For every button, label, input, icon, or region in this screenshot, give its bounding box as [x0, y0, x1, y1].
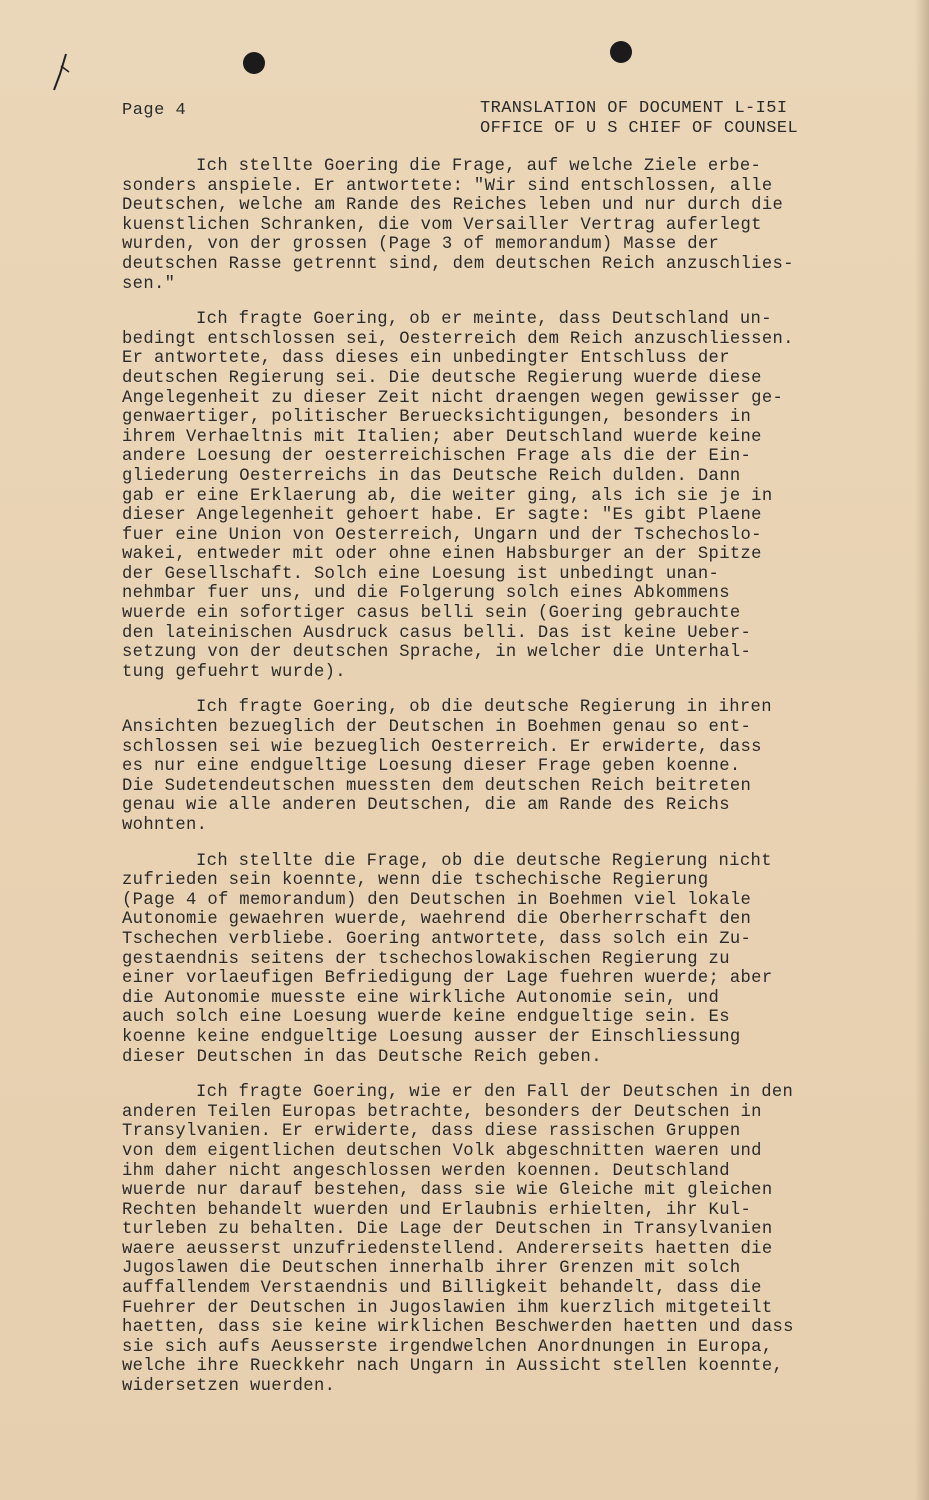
text-line: widersetzen wuerden. [122, 1377, 336, 1397]
text-line: wurden, von der grossen (Page 3 of memorandum) Masse der [122, 235, 720, 255]
text-line: genwaertiger, politischer Beruecksichtigungen, besonders in [122, 408, 752, 428]
paragraph-4 [122, 852, 857, 1068]
punch-hole-left [243, 52, 265, 74]
text-line: zufrieden sein koennte, wenn die tschechische Regierung [122, 871, 709, 891]
page-number: Page 4 [122, 101, 187, 120]
text-line: gab er eine Erklaerung ab, die weiter ging, als ich sie je in [122, 486, 773, 506]
text-line: sie sich aufs Aeusserste irgendwelchen Anordnungen in Europa, [122, 1337, 773, 1357]
text-line: Er antwortete, dass dieses ein unbedingter Entschluss der [122, 349, 730, 369]
text-line: dieser Angelegenheit gehoert habe. Er sagte: "Es gibt Plaene [122, 506, 762, 526]
text-line: wuerde nur darauf bestehen, dass sie wie Gleiche mit gleichen [122, 1181, 773, 1201]
text-line: Angelegenheit zu dieser Zeit nicht draengen wegen gewisser ge- [122, 388, 784, 408]
text-line: Deutschen, welche am Rande des Reiches leben und nur durch die [122, 196, 784, 216]
text-line: dieser Deutschen in das Deutsche Reich geben. [122, 1047, 602, 1067]
text-line: welche ihre Rueckkehr nach Ungarn in Aussicht stellen koennte, [122, 1357, 784, 1377]
text-line: Ich fragte Goering, ob die deutsche Regierung in ihren [196, 698, 772, 718]
text-line: anderen Teilen Europas betrachte, besonders der Deutschen in [122, 1102, 762, 1122]
text-line: koenne keine endgueltige Loesung ausser der Einschliessung [122, 1027, 741, 1047]
document-title-line2: OFFICE OF U S CHIEF OF COUNSEL [480, 119, 799, 138]
text-line: wakei, entweder mit oder ohne einen Habsburger an der Spitze [122, 545, 762, 565]
text-line: auch solch eine Loesung wuerde keine endgueltige sein. Es [122, 1008, 730, 1028]
text-line: wuerde ein sofortiger casus belli sein (Goering gebrauchte [122, 604, 741, 624]
text-line: fuer eine Union von Oesterreich, Ungarn und der Tschechoslo- [122, 525, 762, 545]
text-line: nehmbar fuer uns, und die Folgerung solch eines Abkommens [122, 584, 730, 604]
text-line: Ich stellte Goering die Frage, auf welche Ziele erbe- [196, 157, 762, 176]
text-line: ihrem Verhaeltnis mit Italien; aber Deutschland wuerde keine [122, 427, 762, 447]
text-line: bedingt entschlossen sei, Oesterreich dem Reich anzuschliessen. [122, 329, 794, 349]
paragraph-3 [122, 698, 857, 835]
text-line: Ich fragte Goering, wie er den Fall der Deutschen in den [196, 1083, 794, 1103]
text-line: wohnten. [122, 816, 208, 835]
page-edge-shadow [915, 0, 929, 1500]
text-line: (Page 4 of memorandum) den Deutschen in Boehmen viel lokale [122, 890, 752, 910]
text-line: es nur eine endgueltige Loesung dieser Frage geben koenne. [122, 757, 741, 777]
text-line: Ich fragte Goering, ob er meinte, dass Deutschland un- [196, 310, 772, 330]
document-body [122, 157, 857, 1413]
text-line: Die Sudetendeutschen muessten dem deutschen Reich beitreten [122, 776, 752, 796]
text-line: genau wie alle anderen Deutschen, die am Rande des Reichs [122, 796, 730, 816]
text-line: schlossen sei wie bezueglich Oesterreich. Er erwiderte, dass [122, 737, 762, 757]
pencil-mark [40, 38, 80, 98]
text-line: Transylvanien. Er erwiderte, dass diese rassischen Gruppen [122, 1122, 741, 1142]
text-line: auffallendem Verstaendnis und Billigkeit behandelt, dass die [122, 1279, 762, 1299]
text-line: den lateinischen Ausdruck casus belli. Das ist keine Ueber- [122, 623, 752, 643]
text-line: setzung von der deutschen Sprache, in welcher die Unterhal- [122, 643, 752, 663]
text-line: turleben zu behalten. Die Lage der Deutschen in Transylvanien [122, 1220, 773, 1240]
paragraph-2 [122, 310, 857, 682]
text-line: Fuehrer der Deutschen in Jugoslawien ihm kuerzlich mitgeteilt [122, 1298, 773, 1318]
text-line: Tschechen verbliebe. Goering antwortete, dass solch ein Zu- [122, 929, 752, 949]
text-line: waere aeusserst unzufriedenstellend. Andererseits haetten die [122, 1239, 773, 1259]
text-line: deutschen Regierung sei. Die deutsche Regierung wuerde diese [122, 368, 762, 388]
text-line: sen." [122, 274, 176, 294]
text-line: gliederung Oesterreichs in das Deutsche Reich dulden. Dann [122, 466, 741, 486]
paragraph-1 [122, 157, 857, 294]
text-line: Rechten behandelt wuerden und Erlaubnis erhielten, ihr Kul- [122, 1200, 752, 1220]
paragraph-5 [122, 1083, 857, 1397]
punch-hole-right [610, 41, 632, 63]
text-line: der Gesellschaft. Solch eine Loesung ist unbedingt unan- [122, 564, 720, 584]
text-line: deutschen Rasse getrennt sind, dem deutschen Reich anzuschlies- [122, 254, 794, 274]
text-line: einer vorlaeufigen Befriedigung der Lage fuehren wuerde; aber [122, 969, 773, 989]
text-line: ihm daher nicht angeschlossen werden koennen. Deutschland [122, 1161, 730, 1181]
text-line: kuenstlichen Schranken, die vom Versailler Vertrag auferlegt [122, 215, 762, 235]
text-line: andere Loesung der oesterreichischen Frage als die der Ein- [122, 447, 752, 467]
document-title-line1: TRANSLATION OF DOCUMENT L-I5I [480, 99, 788, 118]
text-line: Ansichten bezueglich der Deutschen in Boehmen genau so ent- [122, 718, 752, 738]
text-line: Autonomie gewaehren wuerde, waehrend die Oberherrschaft den [122, 910, 752, 930]
text-line: die Autonomie muesste eine wirkliche Autonomie sein, und [122, 988, 720, 1008]
text-line: haetten, dass sie keine wirklichen Beschwerden haetten und dass [122, 1318, 794, 1338]
text-line: gestaendnis seitens der tschechoslowakischen Regierung zu [122, 949, 730, 969]
text-line: sonders anspiele. Er antwortete: "Wir sind entschlossen, alle [122, 176, 773, 196]
document-title-block [480, 99, 798, 139]
text-line: Jugoslawen die Deutschen innerhalb ihrer Grenzen mit solch [122, 1259, 741, 1279]
text-line: tung gefuehrt wurde). [122, 662, 346, 682]
text-line: Ich stellte die Frage, ob die deutsche Regierung nicht [196, 851, 772, 871]
text-line: von dem eigentlichen deutschen Volk abgeschnitten waeren und [122, 1141, 762, 1161]
